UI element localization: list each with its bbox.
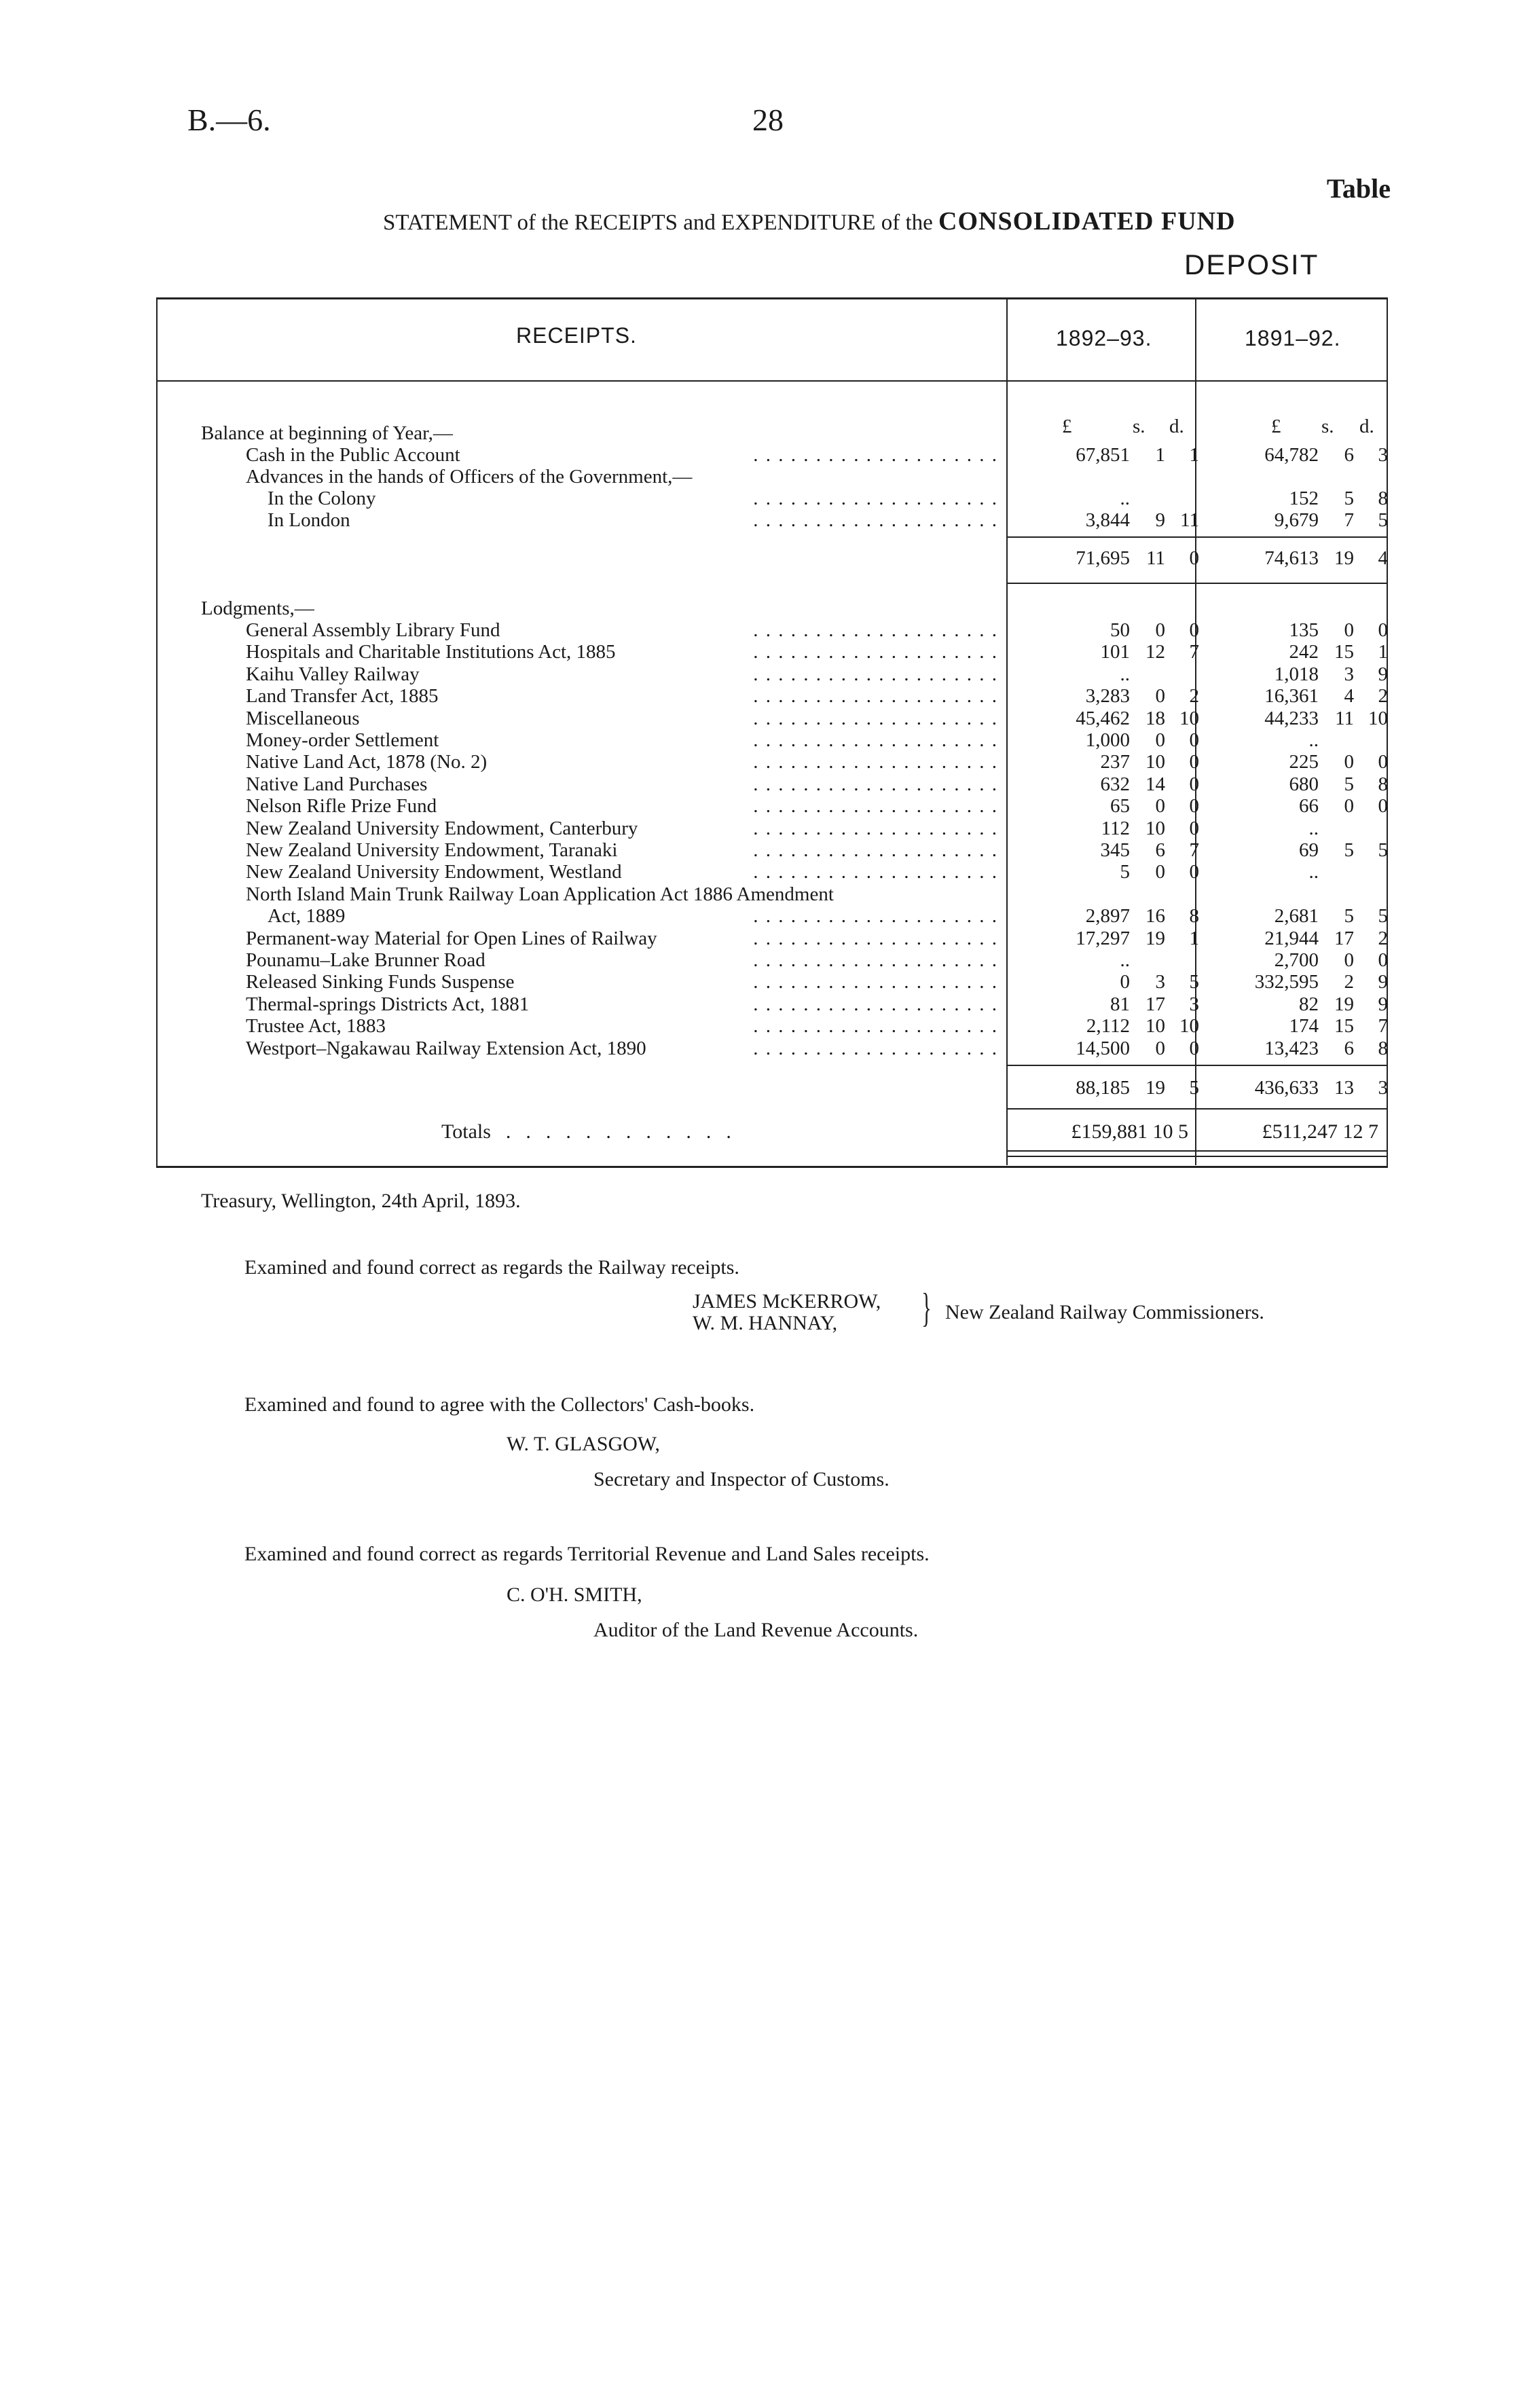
lodgment-row-1892-93-shillings: 16 bbox=[1145, 905, 1165, 928]
statement-title bbox=[383, 206, 1236, 236]
leader-dots: . . . . . . . . . . . . . . . . . . . . bbox=[753, 795, 998, 818]
lodgment-row-1891-92-pence: 0 bbox=[1378, 619, 1388, 641]
unit-pound-2: £ bbox=[1271, 416, 1281, 437]
lodgment-row-1892-93-pence: 7 bbox=[1189, 839, 1199, 861]
unit-s-1: s. bbox=[1133, 416, 1145, 437]
lodgment-row-1891-92-pounds: 2,681 bbox=[1274, 905, 1319, 928]
subtotal1-1891-92-pounds: 74,613 bbox=[1264, 547, 1319, 569]
lodgment-row-1891-92-pence: 7 bbox=[1378, 1015, 1388, 1038]
leader-dots: . . . . . . . . . . . . . . . . . . . . bbox=[753, 927, 998, 949]
leader-dots: . . . . . . . . . . . . . . . . . . . . bbox=[753, 707, 998, 729]
railway-signatory-2: W. M. HANNAY, bbox=[693, 1312, 838, 1334]
leader-dots: . . . . . . . . . . . . . . . . . . . . bbox=[753, 619, 998, 641]
lodgment-row-label: North Island Main Trunk Railway Loan Application Act 1886 Amendment bbox=[246, 883, 834, 905]
subtotal1-rule bbox=[1006, 536, 1387, 538]
customs-note: Examined and found to agree with the Collectors' Cash-books. bbox=[244, 1393, 755, 1416]
lodgment-row-1892-93-pence: 5 bbox=[1189, 971, 1199, 993]
subtotal2-1891-92-pence: 3 bbox=[1378, 1077, 1388, 1099]
lodgment-row-1892-93-shillings: 10 bbox=[1145, 1015, 1165, 1038]
lodgment-row-1892-93-pounds: 345 bbox=[1100, 839, 1130, 861]
lodgment-row-1892-93-pence: 0 bbox=[1189, 619, 1199, 641]
lodgment-row-label: Miscellaneous bbox=[246, 707, 360, 729]
col-receipts: RECEIPTS. bbox=[516, 323, 637, 348]
title-prefix: STATEMENT of the RECEIPTS and EXPENDITURE of the bbox=[383, 210, 933, 235]
lodgments-heading: Lodgments,— bbox=[201, 598, 314, 619]
subtotal1-1892-93-pence: 0 bbox=[1189, 547, 1199, 569]
lodgment-row-label: Thermal-springs Districts Act, 1881 bbox=[246, 993, 530, 1015]
balance-row-1891-92-shillings: 6 bbox=[1344, 444, 1354, 466]
col-1892-93: 1892–93. bbox=[1056, 326, 1152, 350]
lodgment-row-1892-93-pence: 2 bbox=[1189, 685, 1199, 708]
lodgment-row-1891-92-pence: 9 bbox=[1378, 971, 1388, 993]
lodgment-row-label: Act, 1889 bbox=[268, 905, 346, 928]
lodgment-row-1892-93-shillings: 0 bbox=[1155, 795, 1165, 818]
lodgment-row-1891-92-pence: 0 bbox=[1378, 751, 1388, 773]
lodgment-row-1892-93-pence: 0 bbox=[1189, 773, 1199, 795]
leader-dots: . . . . . . . . . . . . . . . . . . . . bbox=[753, 971, 998, 993]
lodgment-row-1892-93-pence: 7 bbox=[1189, 641, 1199, 663]
lodgment-row-1891-92-pence: 5 bbox=[1378, 839, 1388, 861]
balance-row-1892-93-pounds: .. bbox=[1120, 488, 1130, 509]
lodgment-row-1892-93-pounds: 2,897 bbox=[1085, 905, 1130, 928]
balance-row-1892-93-pence: 1 bbox=[1189, 444, 1199, 466]
lodgment-row-1891-92-pence: 2 bbox=[1378, 685, 1388, 708]
balance-row-label: Advances in the hands of Officers of the Government,— bbox=[246, 466, 693, 488]
leader-dots: . . . . . . . . . . . . . . . . . . . . bbox=[753, 509, 998, 531]
lodgment-row-label: Hospitals and Charitable Institutions Act, 1885 bbox=[246, 641, 616, 663]
lodgment-row-1892-93-shillings: 19 bbox=[1145, 927, 1165, 949]
unit-pound-1: £ bbox=[1062, 416, 1072, 437]
lodgment-row-1891-92-pounds: .. bbox=[1308, 729, 1319, 751]
lodgment-row-label: New Zealand University Endowment, Taranaki bbox=[246, 839, 618, 861]
leader-dots: . . . . . . . . . . . . . . . . . . . . bbox=[753, 905, 998, 928]
totals-rule bbox=[1006, 1108, 1387, 1110]
lodgment-row-1891-92-pence: 9 bbox=[1378, 663, 1388, 685]
lodgment-row-1891-92-pounds: 242 bbox=[1289, 641, 1319, 663]
balance-row-1892-93-pounds: 67,851 bbox=[1076, 444, 1130, 466]
lodgment-row-label: Permanent-way Material for Open Lines of Railway bbox=[246, 927, 657, 949]
lodgment-row-1891-92-shillings: 17 bbox=[1334, 927, 1354, 949]
lodgment-row-1891-92-shillings: 0 bbox=[1344, 619, 1354, 641]
lodgment-row-1892-93-pounds: .. bbox=[1120, 949, 1130, 971]
lodgment-row-1891-92-shillings: 5 bbox=[1344, 773, 1354, 795]
lodgment-row-1892-93-pence: 1 bbox=[1189, 927, 1199, 949]
totals-1891-92: £511,247 12 7 bbox=[1262, 1120, 1378, 1143]
table-label: Table bbox=[1326, 173, 1391, 204]
land-note: Examined and found correct as regards Territorial Revenue and Land Sales receipts. bbox=[244, 1543, 930, 1565]
lodgment-row-1892-93-shillings: 17 bbox=[1145, 993, 1165, 1015]
balance-row-1891-92-shillings: 7 bbox=[1344, 509, 1354, 531]
lodgment-row-label: Nelson Rifle Prize Fund bbox=[246, 795, 437, 818]
leader-dots: . . . . . . . . . . . . . . . . . . . . bbox=[753, 641, 998, 663]
lodgment-row-1891-92-shillings: 0 bbox=[1344, 751, 1354, 773]
leader-dots: . . . . . . . . . . . . . . . . . . . . bbox=[753, 773, 998, 795]
totals-double-rule-2 bbox=[1006, 1156, 1387, 1157]
customs-title: Secretary and Inspector of Customs. bbox=[593, 1468, 890, 1490]
balance-row-label: Balance at beginning of Year,— bbox=[201, 422, 453, 444]
lodgment-row-1892-93-shillings: 12 bbox=[1145, 641, 1165, 663]
lodgment-row-1891-92-pence: 8 bbox=[1378, 773, 1388, 795]
lodgment-row-1892-93-pence: 0 bbox=[1189, 729, 1199, 751]
lodgment-row-1891-92-pence: 10 bbox=[1368, 707, 1388, 729]
balance-row-1891-92-pounds: 152 bbox=[1289, 488, 1319, 509]
balance-row-1891-92-pence: 8 bbox=[1378, 488, 1388, 509]
lodgment-row-1892-93-shillings: 0 bbox=[1155, 729, 1165, 751]
balance-row-label: In the Colony bbox=[268, 488, 376, 509]
balance-row-label: In London bbox=[268, 509, 350, 531]
leader-dots: . . . . . . . . . . . . . . . . . . . . bbox=[753, 1037, 998, 1059]
lodgment-row-label: Released Sinking Funds Suspense bbox=[246, 971, 515, 993]
leader-dots: . . . . . . . . . . . . . . . . . . . . bbox=[753, 1015, 998, 1038]
lodgment-row-label: Trustee Act, 1883 bbox=[246, 1015, 386, 1038]
lodgment-row-1891-92-pounds: 13,423 bbox=[1264, 1037, 1319, 1059]
lodgment-row-1891-92-pence: 8 bbox=[1378, 1037, 1388, 1059]
railway-title: New Zealand Railway Commissioners. bbox=[945, 1301, 1264, 1323]
leader-dots: . . . . . . . . . . . . . . . . . . . . bbox=[753, 839, 998, 861]
brace-glyph: } bbox=[921, 1285, 932, 1330]
lodgment-row-1892-93-shillings: 3 bbox=[1155, 971, 1165, 993]
lodgment-row-1891-92-pounds: 66 bbox=[1299, 795, 1319, 818]
lodgment-row-1892-93-pounds: 81 bbox=[1110, 993, 1130, 1015]
lodgment-row-1892-93-pounds: .. bbox=[1120, 663, 1130, 685]
balance-row-1891-92-pounds: 64,782 bbox=[1264, 444, 1319, 466]
lodgment-row-1892-93-pounds: 112 bbox=[1101, 817, 1130, 839]
lodgment-row-label: Land Transfer Act, 1885 bbox=[246, 685, 439, 708]
lodgment-row-1892-93-pence: 10 bbox=[1179, 707, 1199, 729]
lodgment-row-1891-92-pence: 2 bbox=[1378, 927, 1388, 949]
lodgment-row-1891-92-pounds: 69 bbox=[1299, 839, 1319, 861]
lodgment-row-1892-93-pounds: 0 bbox=[1120, 971, 1130, 993]
lodgment-row-1891-92-pounds: 1,018 bbox=[1274, 663, 1319, 685]
railway-signatory-1: JAMES McKERROW, bbox=[693, 1290, 881, 1313]
balance-row-1891-92-pounds: 9,679 bbox=[1274, 509, 1319, 531]
lodgment-row-1891-92-shillings: 0 bbox=[1344, 795, 1354, 818]
leader-dots: . . . . . . . . . . . . . . . . . . . . bbox=[753, 861, 998, 883]
lodgment-row-1892-93-shillings: 0 bbox=[1155, 619, 1165, 641]
lodgment-row-1892-93-pence: 3 bbox=[1189, 993, 1199, 1015]
lodgment-row-1891-92-pence: 0 bbox=[1378, 795, 1388, 818]
leader-dots: . . . . . . . . . . . . . . . . . . . . bbox=[753, 949, 998, 971]
lodgment-row-label: Kaihu Valley Railway bbox=[246, 663, 420, 685]
page-number: 28 bbox=[752, 103, 784, 137]
lodgment-row-1892-93-pounds: 632 bbox=[1100, 773, 1130, 795]
lodgment-row-1892-93-shillings: 14 bbox=[1145, 773, 1165, 795]
lodgment-row-1891-92-pounds: 680 bbox=[1289, 773, 1319, 795]
leader-dots: . . . . . . . . . . . . . . . . . . . . bbox=[753, 663, 998, 685]
lodgment-row-label: New Zealand University Endowment, Westland bbox=[246, 861, 622, 883]
balance-row-label: Cash in the Public Account bbox=[246, 444, 460, 466]
subtotal1-1891-92-pence: 4 bbox=[1378, 547, 1388, 569]
lodgment-row-1891-92-pounds: 135 bbox=[1289, 619, 1319, 641]
lodgment-row-1892-93-pounds: 17,297 bbox=[1076, 927, 1130, 949]
lodgment-row-1892-93-pounds: 101 bbox=[1100, 641, 1130, 663]
lodgment-row-1891-92-pence: 0 bbox=[1378, 949, 1388, 971]
lodgment-row-1892-93-pounds: 50 bbox=[1110, 619, 1130, 641]
lodgment-row-1891-92-shillings: 5 bbox=[1344, 905, 1354, 928]
lodgment-row-1892-93-pounds: 45,462 bbox=[1076, 707, 1130, 729]
subtotal1-1892-93-pounds: 71,695 bbox=[1076, 547, 1130, 569]
lodgment-row-1892-93-pounds: 1,000 bbox=[1085, 729, 1130, 751]
subtotal2-1892-93-shillings: 19 bbox=[1145, 1077, 1165, 1099]
lodgment-row-1892-93-pounds: 2,112 bbox=[1086, 1015, 1130, 1038]
land-signatory: C. O'H. SMITH, bbox=[507, 1583, 642, 1606]
deposit-subtitle: DEPOSIT bbox=[1184, 249, 1319, 280]
lodgment-row-1891-92-pounds: .. bbox=[1308, 817, 1319, 839]
lodgment-row-1892-93-pounds: 14,500 bbox=[1076, 1037, 1130, 1059]
lodgment-row-1891-92-pence: 5 bbox=[1378, 905, 1388, 928]
lodgment-row-1891-92-pounds: 174 bbox=[1289, 1015, 1319, 1038]
lodgment-row-1891-92-shillings: 6 bbox=[1344, 1037, 1354, 1059]
lodgment-row-1892-93-pence: 0 bbox=[1189, 751, 1199, 773]
lodgment-row-1892-93-pence: 10 bbox=[1179, 1015, 1199, 1038]
lodgment-row-1891-92-pounds: 225 bbox=[1289, 751, 1319, 773]
subtotal1-1891-92-shillings: 19 bbox=[1334, 547, 1354, 569]
lodgment-row-1892-93-shillings: 10 bbox=[1145, 751, 1165, 773]
balance-row-1891-92-pence: 3 bbox=[1378, 444, 1388, 466]
balance-row-1892-93-shillings: 1 bbox=[1155, 444, 1165, 466]
header-rule bbox=[156, 380, 1387, 382]
unit-d-1: d. bbox=[1169, 416, 1184, 437]
lodgment-row-1891-92-pounds: 21,944 bbox=[1264, 927, 1319, 949]
lodgment-row-1891-92-pounds: 82 bbox=[1299, 993, 1319, 1015]
lodgment-row-1892-93-shillings: 6 bbox=[1155, 839, 1165, 861]
leader-dots: . . . . . . . . . . . . . . . . . . . . bbox=[753, 488, 998, 509]
title-bold: CONSOLIDATED FUND bbox=[938, 207, 1236, 236]
lodgment-row-1891-92-pence: 1 bbox=[1378, 641, 1388, 663]
totals-label: Totals ............ bbox=[441, 1120, 746, 1143]
leader-dots: . . . . . . . . . . . . . . . . . . . . bbox=[753, 444, 998, 466]
col-1891-92: 1891–92. bbox=[1245, 326, 1341, 350]
lodgment-row-1892-93-pence: 0 bbox=[1189, 861, 1199, 883]
leader-dots: . . . . . . . . . . . . . . . . . . . . bbox=[753, 751, 998, 773]
lodgment-row-1891-92-shillings: 2 bbox=[1344, 971, 1354, 993]
lodgment-row-1891-92-pounds: 332,595 bbox=[1254, 971, 1319, 993]
subtotal2-1891-92-shillings: 13 bbox=[1334, 1077, 1354, 1099]
balance-row-1892-93-pence: 11 bbox=[1180, 509, 1199, 531]
subtotal2-1891-92-pounds: 436,633 bbox=[1254, 1077, 1319, 1099]
balance-row-1891-92-pence: 5 bbox=[1378, 509, 1388, 531]
lodgment-row-1891-92-pounds: 44,233 bbox=[1264, 707, 1319, 729]
place-date: Treasury, Wellington, 24th April, 1893. bbox=[201, 1190, 521, 1212]
lodgment-row-1892-93-shillings: 10 bbox=[1145, 817, 1165, 839]
lodgment-row-1892-93-shillings: 0 bbox=[1155, 861, 1165, 883]
leader-dots: . . . . . . . . . . . . . . . . . . . . bbox=[753, 685, 998, 708]
lodgment-row-1892-93-pounds: 237 bbox=[1100, 751, 1130, 773]
lodgment-row-1892-93-shillings: 0 bbox=[1155, 1037, 1165, 1059]
leader-dots: . . . . . . . . . . . . . . . . . . . . bbox=[753, 817, 998, 839]
railway-note: Examined and found correct as regards the Railway receipts. bbox=[244, 1256, 739, 1279]
lodgment-row-1892-93-pence: 0 bbox=[1189, 795, 1199, 818]
lodgment-row-1892-93-pounds: 3,283 bbox=[1085, 685, 1130, 708]
balance-row-1892-93-shillings: 9 bbox=[1155, 509, 1165, 531]
leader-dots: . . . . . . . . . . . . . . . . . . . . bbox=[753, 729, 998, 751]
lodgment-row-1892-93-shillings: 18 bbox=[1145, 707, 1165, 729]
lodgment-row-1891-92-shillings: 11 bbox=[1335, 707, 1354, 729]
lodgment-row-1892-93-shillings: 0 bbox=[1155, 685, 1165, 708]
lodgment-row-1891-92-pounds: 16,361 bbox=[1264, 685, 1319, 708]
document-code: B.—6. bbox=[187, 103, 271, 137]
lodgment-row-1892-93-pounds: 65 bbox=[1110, 795, 1130, 818]
lodgment-row-1892-93-pounds: 5 bbox=[1120, 861, 1130, 883]
subtotal2-rule bbox=[1006, 1065, 1387, 1066]
lodgment-row-1891-92-shillings: 15 bbox=[1334, 641, 1354, 663]
lodgment-row-1891-92-pounds: 2,700 bbox=[1274, 949, 1319, 971]
subtotal2-1892-93-pence: 5 bbox=[1189, 1077, 1199, 1099]
lodgment-row-1891-92-shillings: 4 bbox=[1344, 685, 1354, 708]
unit-s-2: s. bbox=[1321, 416, 1334, 437]
lodgment-row-label: Native Land Act, 1878 (No. 2) bbox=[246, 751, 488, 773]
lodgment-row-label: Native Land Purchases bbox=[246, 773, 428, 795]
lodgment-row-label: General Assembly Library Fund bbox=[246, 619, 500, 641]
lodgment-row-label: New Zealand University Endowment, Canterbury bbox=[246, 817, 638, 839]
land-title: Auditor of the Land Revenue Accounts. bbox=[593, 1619, 919, 1641]
balance-row-1892-93-pounds: 3,844 bbox=[1085, 509, 1130, 531]
lodgment-row-1892-93-pence: 0 bbox=[1189, 817, 1199, 839]
lodgment-row-1892-93-pence: 0 bbox=[1189, 1037, 1199, 1059]
subtotal1-rule-under bbox=[1006, 583, 1387, 584]
lodgment-row-1891-92-shillings: 0 bbox=[1344, 949, 1354, 971]
totals-1892-93: £159,881 10 5 bbox=[1071, 1120, 1188, 1143]
lodgment-row-1891-92-pence: 9 bbox=[1378, 993, 1388, 1015]
totals-double-rule-1 bbox=[1006, 1150, 1387, 1152]
column-divider-1 bbox=[1006, 297, 1008, 1165]
subtotal2-1892-93-pounds: 88,185 bbox=[1076, 1077, 1130, 1099]
balance-row-1891-92-shillings: 5 bbox=[1344, 488, 1354, 509]
unit-d-2: d. bbox=[1359, 416, 1374, 437]
lodgment-row-1891-92-pounds: .. bbox=[1308, 861, 1319, 883]
lodgment-row-label: Westport–Ngakawau Railway Extension Act, 1890 bbox=[246, 1037, 646, 1059]
customs-signatory: W. T. GLASGOW, bbox=[507, 1433, 660, 1455]
lodgment-row-1891-92-shillings: 19 bbox=[1334, 993, 1354, 1015]
lodgment-row-1892-93-pence: 8 bbox=[1189, 905, 1199, 928]
lodgment-row-label: Pounamu–Lake Brunner Road bbox=[246, 949, 485, 971]
leader-dots: . . . . . . . . . . . . . . . . . . . . bbox=[753, 993, 998, 1015]
lodgment-row-1891-92-shillings: 3 bbox=[1344, 663, 1354, 685]
lodgment-row-1891-92-shillings: 5 bbox=[1344, 839, 1354, 861]
lodgment-row-label: Money-order Settlement bbox=[246, 729, 439, 751]
lodgment-row-1891-92-shillings: 15 bbox=[1334, 1015, 1354, 1038]
subtotal1-1892-93-shillings: 11 bbox=[1146, 547, 1165, 569]
